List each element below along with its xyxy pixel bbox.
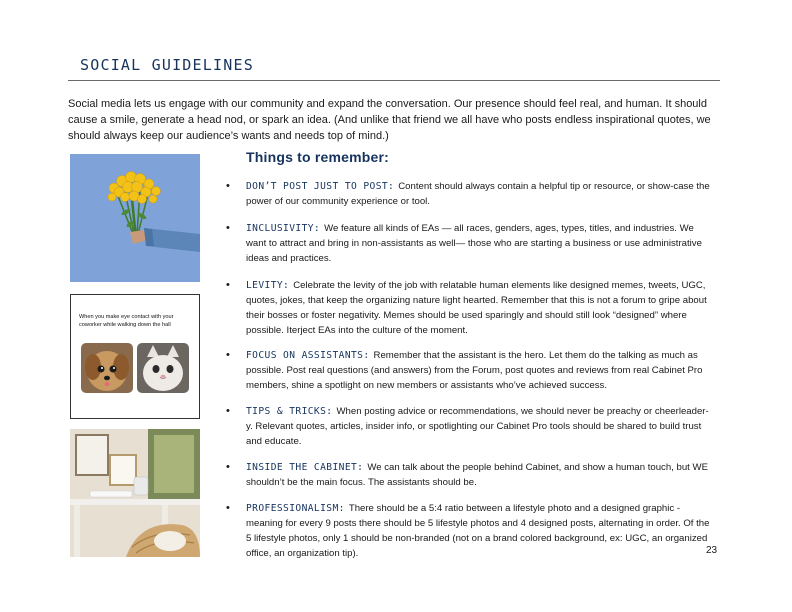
cat-photo: [137, 343, 189, 393]
bullet-text: Remember that the assistant is the hero. Let them do the talking as much as possible. Post real questions (and answers) from the Forum, post quotes and reviews from real Cabinet Pro members, shine a spotlight on new members or assistants who’ve achieved success.: [246, 350, 703, 391]
meme-caption: When you make eye contact with your coworker while walking down the hall: [79, 314, 174, 328]
office-desk-illustration: [70, 429, 200, 557]
meme-card: [70, 294, 200, 419]
bullet-dot: •: [226, 279, 230, 291]
title-divider: [68, 80, 720, 81]
bullet-dot: •: [226, 180, 230, 192]
page-number: 23: [706, 545, 718, 556]
bullet-dot: •: [226, 349, 230, 361]
intro-paragraph: Social media lets us engage with our community and expand the conversation. Our presence should feel real, and human. It should cause a smile, generate a head nod, or spark an idea. (And unlike that friend we all have who posts endless inspirational quotes, we should always keep our audience’s wants and needs top of mind.): [68, 98, 711, 142]
bullet-text: We feature all kinds of EAs — all races, genders, ages, types, titles, and industries. We want to attract and bring in non-assistants as well— those who are starting a business or use administrative ideas and practices.: [246, 223, 702, 264]
page-title: SOCIAL GUIDELINES: [80, 56, 254, 74]
section-heading: Things to remember:: [246, 149, 390, 165]
bullet-dot: •: [226, 502, 230, 514]
list-item: [226, 221, 712, 266]
list-item: [226, 179, 712, 209]
bullet-key: FOCUS ON ASSISTANTS:: [246, 350, 370, 361]
bullet-dot: •: [226, 405, 230, 417]
bullet-key: PROFESSIONALISM:: [246, 503, 345, 514]
flower-bouquet-photo: [70, 154, 200, 282]
office-desk-photo: [70, 429, 200, 557]
list-item: [226, 501, 712, 561]
bullet-text: There should be a 5:4 ratio between a lifestyle photo and a designed graphic - meaning for every 9 posts there should be 5 lifestyle photos and 4 designed posts, alternating in order. Of the 5 lifestyle photos, only 1 should be non-branded (not on a brand colored background, ex: UGC, an organized office, an organization tip).: [246, 503, 710, 559]
list-item: [226, 348, 712, 393]
bullet-key: LEVITY:: [246, 280, 290, 291]
bullet-key: DON’T POST JUST TO POST:: [246, 181, 395, 192]
bullet-key: TIPS & TRICKS:: [246, 406, 333, 417]
bullet-dot: •: [226, 222, 230, 234]
list-item: [226, 278, 712, 338]
bullet-text: Celebrate the levity of the job with relatable human elements like designed memes, tweets, UGC, quotes, jokes, that keep the organizing nature light hearted. Remember that this is not a forum to gripe about their bosses or foster negativity. Memes should be used sparingly and should still look “designed” where possible. Iterject EAs into the culture of the moment.: [246, 280, 707, 336]
dog-illustration: [81, 343, 133, 393]
bullet-text: We can talk about the people behind Cabinet, and show a human touch, but WE shouldn’t be the main focus. The assistants should be.: [246, 462, 708, 488]
list-item: [226, 404, 712, 449]
cat-illustration: [137, 343, 189, 393]
flower-bouquet-illustration: [70, 154, 200, 282]
bullet-key: INCLUSIVITY:: [246, 223, 321, 234]
bullet-text: Content should always contain a helpful tip or resource, or show-case the power of our community experience or tool.: [246, 181, 710, 207]
dog-photo: [81, 343, 133, 393]
bullet-key: INSIDE THE CABINET:: [246, 462, 364, 473]
bullet-dot: •: [226, 461, 230, 473]
list-item: [226, 460, 712, 490]
bullet-text: When posting advice or recommendations, we should never be preachy or cheerleader-y. Relevant quotes, articles, insider info, or spotlighting our Cabinet Pro tools should be shared to build trust and educate.: [246, 406, 709, 447]
